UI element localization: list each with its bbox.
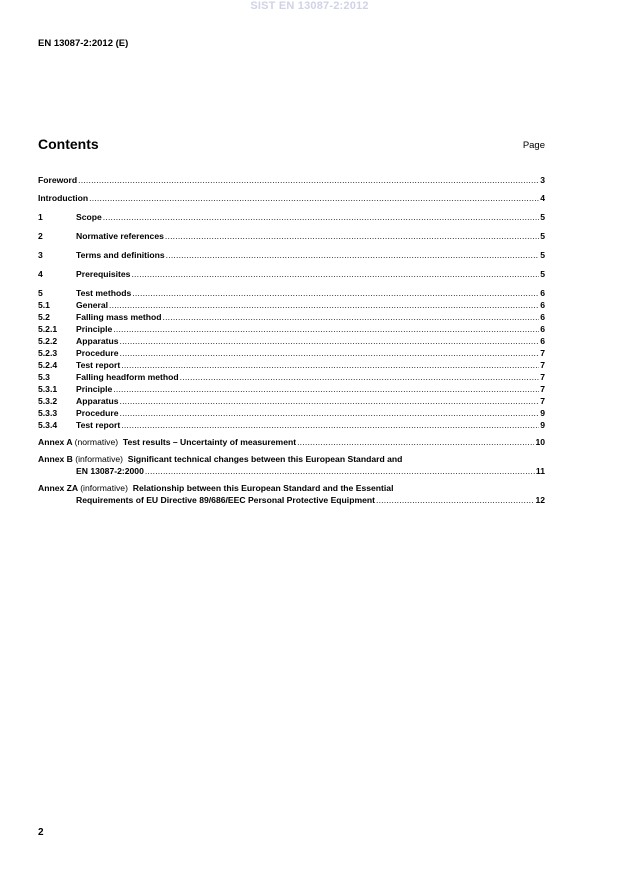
toc-page: 10 xyxy=(535,437,545,447)
leader-dots xyxy=(145,465,535,477)
toc-title: Test methods xyxy=(76,288,132,298)
page-number: 2 xyxy=(38,827,44,838)
toc-number: 5.2.4 xyxy=(38,360,58,370)
annex-label: Annex ZA xyxy=(38,483,78,493)
toc-entry[interactable] xyxy=(38,371,545,383)
leader-dots xyxy=(120,347,540,359)
toc-entry[interactable] xyxy=(38,287,545,299)
toc-number: 5.2 xyxy=(38,312,50,322)
leader-dots xyxy=(180,371,540,383)
leader-dots xyxy=(109,299,539,311)
leader-dots xyxy=(89,192,539,204)
toc-page: 7 xyxy=(540,396,545,406)
annex-title: Test results – Uncertainty of measurement xyxy=(122,437,297,447)
toc-title: Scope xyxy=(76,212,102,222)
toc-entry[interactable] xyxy=(38,419,545,431)
toc-number: 5.3.4 xyxy=(38,420,58,430)
leader-dots xyxy=(165,230,539,242)
toc-title: Test report xyxy=(76,420,121,430)
toc-page: 9 xyxy=(540,408,545,418)
table-of-contents xyxy=(38,174,545,506)
toc-page: 5 xyxy=(540,250,545,260)
toc-page: 7 xyxy=(540,360,545,370)
leader-dots xyxy=(120,395,540,407)
annex-title-cont: EN 13087-2:2000 xyxy=(76,466,144,476)
leader-dots xyxy=(120,407,540,419)
toc-page: 6 xyxy=(540,324,545,334)
toc-number: 5.3.2 xyxy=(38,396,58,406)
toc-entry-foreword[interactable] xyxy=(38,174,545,186)
leader-dots xyxy=(162,311,539,323)
annex-continuation xyxy=(38,465,545,477)
toc-annex-a[interactable] xyxy=(38,436,545,448)
toc-page: 5 xyxy=(540,212,545,222)
toc-page: 7 xyxy=(540,372,545,382)
contents-title: Contents xyxy=(38,136,99,152)
toc-entry[interactable] xyxy=(38,268,545,280)
toc-entry[interactable] xyxy=(38,249,545,261)
toc-title: Apparatus xyxy=(76,336,119,346)
leader-dots xyxy=(113,383,539,395)
toc-page: 7 xyxy=(540,384,545,394)
toc-entry[interactable] xyxy=(38,407,545,419)
leader-dots xyxy=(120,335,540,347)
toc-title: Foreword xyxy=(38,175,78,185)
toc-title: Normative references xyxy=(76,231,164,241)
annex-title: Significant technical changes between this European Standard and xyxy=(127,454,403,464)
toc-title: Procedure xyxy=(76,348,119,358)
annex-heading xyxy=(38,436,296,448)
annex-label: Annex B xyxy=(38,454,73,464)
toc-title: Apparatus xyxy=(76,396,119,406)
toc-number: 3 xyxy=(38,250,43,260)
toc-number: 4 xyxy=(38,269,43,279)
toc-entry[interactable] xyxy=(38,323,545,335)
toc-number: 5.2.2 xyxy=(38,336,58,346)
toc-page: 6 xyxy=(540,336,545,346)
toc-page: 11 xyxy=(535,466,545,476)
toc-page: 5 xyxy=(540,269,545,279)
toc-page: 6 xyxy=(540,300,545,310)
toc-number: 1 xyxy=(38,212,43,222)
annex-heading xyxy=(38,482,545,494)
toc-page: 7 xyxy=(540,348,545,358)
annex-type: (normative) xyxy=(74,437,119,447)
toc-title: Test report xyxy=(76,360,121,370)
leader-dots xyxy=(166,249,540,261)
toc-entry[interactable] xyxy=(38,299,545,311)
toc-entry-introduction[interactable] xyxy=(38,192,545,204)
leader-dots xyxy=(103,211,539,223)
toc-entry[interactable] xyxy=(38,211,545,223)
watermark: SIST EN 13087-2:2012 xyxy=(250,0,369,12)
annex-label: Annex A xyxy=(38,437,73,447)
toc-page: 9 xyxy=(540,420,545,430)
toc-entry[interactable] xyxy=(38,335,545,347)
leader-dots xyxy=(131,268,539,280)
toc-page: 3 xyxy=(540,175,545,185)
toc-number: 5 xyxy=(38,288,43,298)
toc-page: 6 xyxy=(540,312,545,322)
toc-number: 5.3.1 xyxy=(38,384,58,394)
leader-dots xyxy=(297,436,534,448)
leader-dots xyxy=(376,494,534,506)
annex-type: (informative) xyxy=(75,454,124,464)
toc-page: 6 xyxy=(540,288,545,298)
page-column-label: Page xyxy=(522,140,545,151)
toc-entry[interactable] xyxy=(38,230,545,242)
toc-page: 5 xyxy=(540,231,545,241)
toc-number: 5.3.3 xyxy=(38,408,58,418)
toc-title: Principle xyxy=(76,384,113,394)
toc-annex-b[interactable] xyxy=(38,453,545,477)
toc-page: 4 xyxy=(540,193,545,203)
toc-number: 5.2.1 xyxy=(38,324,58,334)
toc-entry[interactable] xyxy=(38,383,545,395)
toc-number: 5.3 xyxy=(38,372,50,382)
annex-heading xyxy=(38,453,545,465)
toc-entry[interactable] xyxy=(38,347,545,359)
annex-type: (informative) xyxy=(80,483,128,493)
annex-continuation xyxy=(38,494,545,506)
document-id: EN 13087-2:2012 (E) xyxy=(38,38,129,49)
toc-annex-za[interactable] xyxy=(38,482,545,506)
toc-title: Falling headform method xyxy=(76,372,179,382)
leader-dots xyxy=(121,359,539,371)
toc-number: 5.1 xyxy=(38,300,50,310)
leader-dots xyxy=(78,174,539,186)
toc-entry[interactable] xyxy=(38,359,545,371)
toc-title: General xyxy=(76,300,109,310)
toc-page: 12 xyxy=(535,495,545,505)
leader-dots xyxy=(121,419,539,431)
toc-title: Procedure xyxy=(76,408,119,418)
leader-dots xyxy=(132,287,539,299)
toc-number: 2 xyxy=(38,231,43,241)
annex-title-cont: Requirements of EU Directive 89/686/EEC Personal Protective Equipment xyxy=(76,495,375,505)
toc-entry[interactable] xyxy=(38,311,545,323)
toc-title: Principle xyxy=(76,324,113,334)
toc-title: Terms and definitions xyxy=(76,250,165,260)
toc-title: Introduction xyxy=(38,193,89,203)
annex-title: Relationship between this European Standard and the Essential xyxy=(132,483,394,493)
toc-title: Prerequisites xyxy=(76,269,131,279)
toc-number: 5.2.3 xyxy=(38,348,58,358)
leader-dots xyxy=(113,323,539,335)
toc-entry[interactable] xyxy=(38,395,545,407)
toc-title: Falling mass method xyxy=(76,312,162,322)
